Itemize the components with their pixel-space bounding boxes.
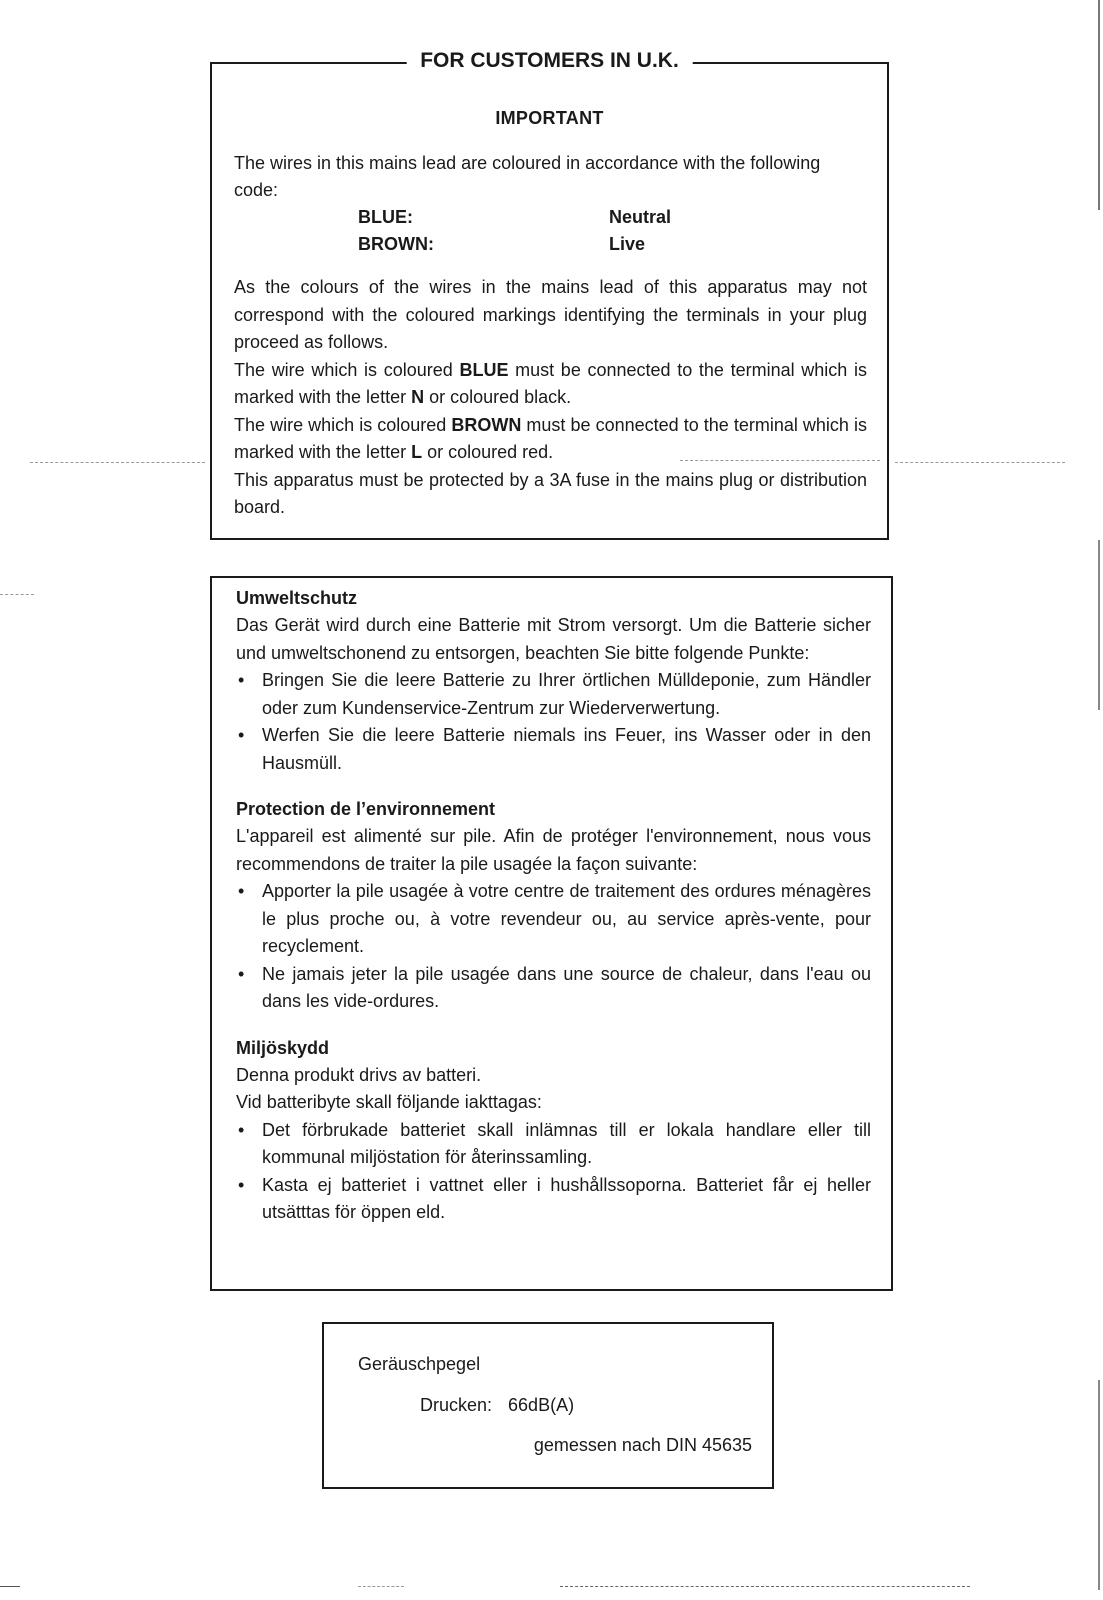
scan-edge-mark <box>0 1586 20 1587</box>
scan-artifact-line <box>358 1586 404 1587</box>
noise-measurement <box>420 1395 574 1416</box>
scan-artifact-line <box>30 462 205 463</box>
text: must be connected to the terminal which is marked with the letter <box>234 359 867 407</box>
wire-color: BROWN: <box>358 234 434 254</box>
text: or coloured black. <box>424 387 572 407</box>
wire-color: BLUE: <box>358 207 413 227</box>
scan-artifact-line <box>680 460 880 461</box>
scan-edge-mark <box>1098 1380 1100 1590</box>
list-item: • Ne jamais jeter la pile usagée dans une source de chaleur, dans l'eau ou dans les vide-ordures. <box>236 961 871 1016</box>
wire-meaning: Neutral <box>609 207 672 227</box>
uk-notice-box <box>210 49 889 540</box>
swedish-line-1: Denna produkt drivs av batteri. <box>236 1064 482 1085</box>
noise-standard-note: gemessen nach DIN 45635 <box>533 1435 752 1455</box>
text: The wire which is coloured <box>234 359 460 380</box>
environment-box <box>210 576 893 1291</box>
emphasis: BROWN <box>451 414 522 435</box>
swedish-line-2: Vid batteribyte skall följande iakttagas: <box>236 1092 542 1112</box>
scan-artifact-line <box>895 462 1065 463</box>
important-heading: IMPORTANT <box>495 108 604 128</box>
list-item: • Werfen Sie die leere Batterie niemals ins Feuer, ins Wasser oder in den Hausmüll. <box>236 722 871 777</box>
heading-miljoskydd: Miljöskydd <box>236 1037 330 1058</box>
wire-code-table <box>358 204 671 258</box>
scan-edge-mark <box>1098 540 1100 710</box>
german-intro: Das Gerät wird durch eine Batterie mit Strom versorgt. Um die Batterie sicher und umweltschonend zu entsorgen, beachten Sie bitte folgende Punkte: <box>236 615 871 663</box>
emphasis: L <box>411 442 423 462</box>
scan-artifact-line <box>560 1586 970 1587</box>
noise-value: 66dB(A) <box>508 1395 575 1415</box>
text: or coloured red. <box>422 442 554 462</box>
list-item: • Kasta ej batteriet i vattnet eller i hushållssoporna. Batteriet får ej heller utsätttas för öppen eld. <box>236 1172 871 1227</box>
noise-label: Drucken: <box>420 1395 493 1415</box>
text: must be connected to the terminal which is marked with the letter <box>234 414 867 462</box>
section-german <box>236 585 871 777</box>
swedish-bullet-list <box>236 1117 871 1227</box>
noise-level-box <box>322 1322 774 1489</box>
list-item: • Apporter la pile usagée à votre centre de traitement des ordures ménagères le plus proche ou, à votre revendeur ou, au service après-vente, pour recyclement. <box>236 878 871 961</box>
paragraph-blue-wire <box>234 357 867 412</box>
paragraph-fuse: This apparatus must be protected by a 3A fuse in the mains plug or distribution board. <box>234 469 867 517</box>
paragraph-brown-wire <box>234 412 867 467</box>
uk-notice-body <box>234 274 867 522</box>
german-bullet-list <box>236 667 871 777</box>
scan-artifact-line <box>0 594 34 595</box>
section-swedish <box>236 1035 871 1227</box>
text: The wire which is coloured <box>234 414 452 435</box>
french-bullet-list <box>236 878 871 1016</box>
heading-umweltschutz: Umweltschutz <box>236 588 358 608</box>
french-intro: L'appareil est alimenté sur pile. Afin de protéger l'environnement, nous vous recommendons de traiter la pile usagée la façon suivante: <box>236 826 871 874</box>
heading-protection-environnement: Protection de l’environnement <box>236 799 496 819</box>
emphasis: N <box>411 387 425 407</box>
emphasis: BLUE <box>459 359 509 380</box>
list-item: • Det förbrukade batteriet skall inlämnas till er lokala handlare eller till kommunal miljöstation för återinssamling. <box>236 1117 871 1172</box>
paragraph-colour-mismatch: As the colours of the wires in the mains lead of this apparatus may not correspond with the coloured markings identifying the terminals in your plug proceed as follows. <box>234 277 867 352</box>
section-french <box>236 796 871 1016</box>
wire-meaning: Live <box>609 234 646 254</box>
wire-code-intro: The wires in this mains lead are coloured in accordance with the following code: <box>234 153 821 200</box>
wire-code-row <box>358 204 671 231</box>
list-item: • Bringen Sie die leere Batterie zu Ihrer örtlichen Mülldeponie, zum Händler oder zum Kundenservice-Zentrum zur Wiederverwertung. <box>236 667 871 722</box>
noise-title: Geräuschpegel <box>358 1354 481 1374</box>
wire-code-row <box>358 231 671 258</box>
scan-edge-mark <box>1098 0 1100 210</box>
uk-notice-title: FOR CUSTOMERS IN U.K. <box>406 49 693 73</box>
